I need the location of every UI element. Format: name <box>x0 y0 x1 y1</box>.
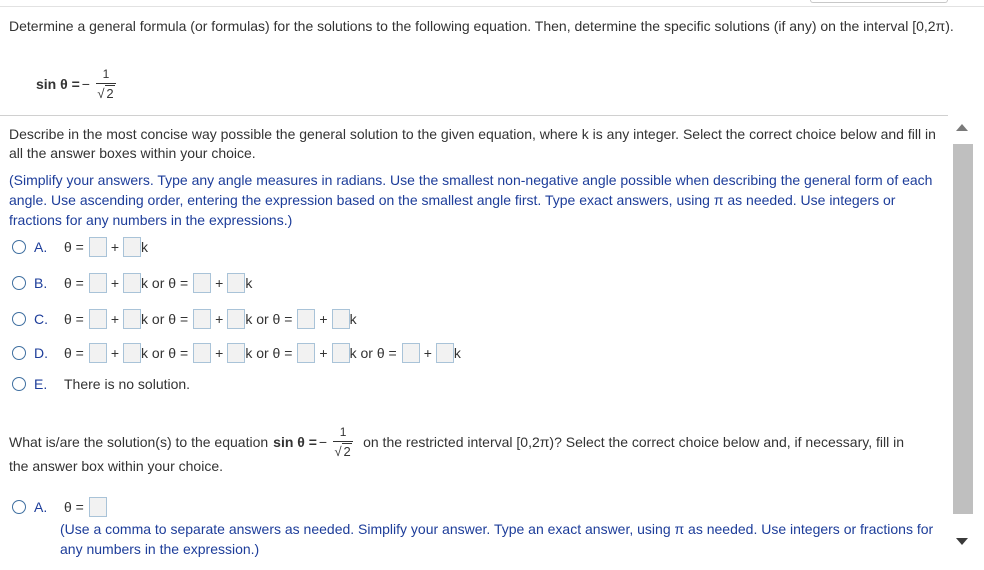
scroll-down-icon[interactable] <box>956 538 968 545</box>
theta-label: θ = <box>64 275 84 291</box>
radio-button[interactable] <box>12 377 26 391</box>
equation-lhs: sin θ = <box>273 434 317 450</box>
theta-label: θ = <box>64 345 84 361</box>
answer-box[interactable] <box>227 273 245 293</box>
k-or-label: k or θ = <box>141 311 189 327</box>
answer-box[interactable] <box>89 343 107 363</box>
radio-button[interactable] <box>12 346 26 360</box>
choice-b[interactable] <box>12 272 252 294</box>
k-label: k <box>349 311 357 327</box>
plus-sign: + <box>215 345 224 361</box>
answer-box[interactable] <box>123 237 141 257</box>
k-label: k <box>141 239 149 255</box>
answer-box[interactable] <box>89 497 107 517</box>
equation-sign: − <box>318 434 328 450</box>
radio-button[interactable] <box>12 276 26 290</box>
answer-box[interactable] <box>332 309 350 329</box>
equation-lhs: sin θ = <box>36 76 80 92</box>
theta-label: θ = <box>64 499 84 515</box>
answer-2-instructions: (Use a comma to separate answers as needed. Simplify your answer. Type an exact answer, using π as needed. Use integers or fractions for any numbers in the expression.) <box>60 521 934 557</box>
plus-sign: + <box>110 311 120 327</box>
k-label: k <box>453 345 461 361</box>
choice-c[interactable] <box>12 308 357 330</box>
radio-button[interactable] <box>12 312 26 326</box>
answer-box[interactable] <box>193 309 211 329</box>
equation-fraction <box>333 425 353 459</box>
scroll-up-icon[interactable] <box>956 124 968 131</box>
scroll-thumb[interactable] <box>953 144 973 514</box>
equation-fraction <box>96 67 116 101</box>
answer-box[interactable] <box>89 309 107 329</box>
equation-numerator: 1 <box>339 425 347 439</box>
answer-box[interactable] <box>402 343 420 363</box>
choice-letter: D. <box>34 345 48 361</box>
choice-letter: E. <box>34 376 48 392</box>
plus-sign: + <box>423 345 432 361</box>
answer-box[interactable] <box>227 343 245 363</box>
answer-box[interactable] <box>297 309 315 329</box>
k-or-label: k or θ = <box>141 275 189 291</box>
question-2-line2: the answer box within your choice. <box>9 458 223 474</box>
theta-label: θ = <box>64 239 84 255</box>
plus-sign: + <box>110 239 120 255</box>
equation-numerator: 1 <box>102 67 110 81</box>
question-description: Describe in the most concise way possible the general solution to the given equation, where k is any integer. Select the correct choice below and fill in all the answer boxes within your choice. <box>9 126 936 161</box>
choice-text: There is no solution. <box>64 376 191 392</box>
question-2-text: What is/are the solution(s) to the equation <box>9 434 269 450</box>
radio-button[interactable] <box>12 240 26 254</box>
choice-d[interactable] <box>12 342 461 364</box>
equation-denominator: √ 2 <box>334 444 351 459</box>
plus-sign: + <box>319 345 328 361</box>
choice-e[interactable] <box>12 373 190 395</box>
answer-box[interactable] <box>193 273 211 293</box>
answer-instructions: (Simplify your answers. Type any angle measures in radians. Use the smallest non-negative angle possible when describing the general form of each angle. Use ascending order, entering the expression based on the smallest angle first. Type exact answers, using π as needed. Use integers or fractions for any numbers in the expressions.) <box>9 172 933 228</box>
question-2-text-cont: on the restricted interval [0,2π)? Select the correct choice below and, if necessary, fill in <box>363 434 904 450</box>
sqrt-icon: √ <box>334 444 342 459</box>
answer-box[interactable] <box>89 237 107 257</box>
top-divider <box>0 6 984 7</box>
plus-sign: + <box>110 345 120 361</box>
top-tab-fragment <box>810 0 948 3</box>
plus-sign: + <box>215 311 224 327</box>
choice-a[interactable] <box>12 236 148 258</box>
answer-box[interactable] <box>123 343 141 363</box>
sqrt-icon: √ <box>97 86 105 101</box>
scrollbar[interactable] <box>951 120 975 570</box>
choice-letter: B. <box>34 275 48 291</box>
problem-intro: Determine a general formula (or formulas) for the solutions to the following equation. Then, determine the specific solutions (if any) on the interval [0,2π). <box>9 18 954 34</box>
theta-label: θ = <box>64 311 84 327</box>
plus-sign: + <box>215 275 224 291</box>
equation <box>36 64 116 104</box>
choice-letter: A. <box>34 499 48 515</box>
question-2 <box>9 425 904 459</box>
equation-sign: − <box>81 76 90 92</box>
plus-sign: + <box>110 275 120 291</box>
choice-2-a[interactable] <box>12 496 107 518</box>
k-label: k <box>245 275 253 291</box>
fraction-bar <box>96 83 116 84</box>
answer-box[interactable] <box>297 343 315 363</box>
answer-box[interactable] <box>436 343 454 363</box>
k-or-label: k or θ = <box>245 345 293 361</box>
answer-box[interactable] <box>123 273 141 293</box>
answer-box[interactable] <box>193 343 211 363</box>
plus-sign: + <box>319 311 328 327</box>
section-divider <box>0 115 948 116</box>
choice-letter: C. <box>34 311 48 327</box>
equation-denominator: √ 2 <box>97 86 114 101</box>
answer-box[interactable] <box>332 343 350 363</box>
k-or-label: k or θ = <box>141 345 189 361</box>
answer-box[interactable] <box>123 309 141 329</box>
choice-letter: A. <box>34 239 48 255</box>
fraction-bar <box>333 441 353 442</box>
k-or-label: k or θ = <box>349 345 397 361</box>
k-or-label: k or θ = <box>245 311 293 327</box>
answer-box[interactable] <box>227 309 245 329</box>
answer-box[interactable] <box>89 273 107 293</box>
radio-button[interactable] <box>12 500 26 514</box>
